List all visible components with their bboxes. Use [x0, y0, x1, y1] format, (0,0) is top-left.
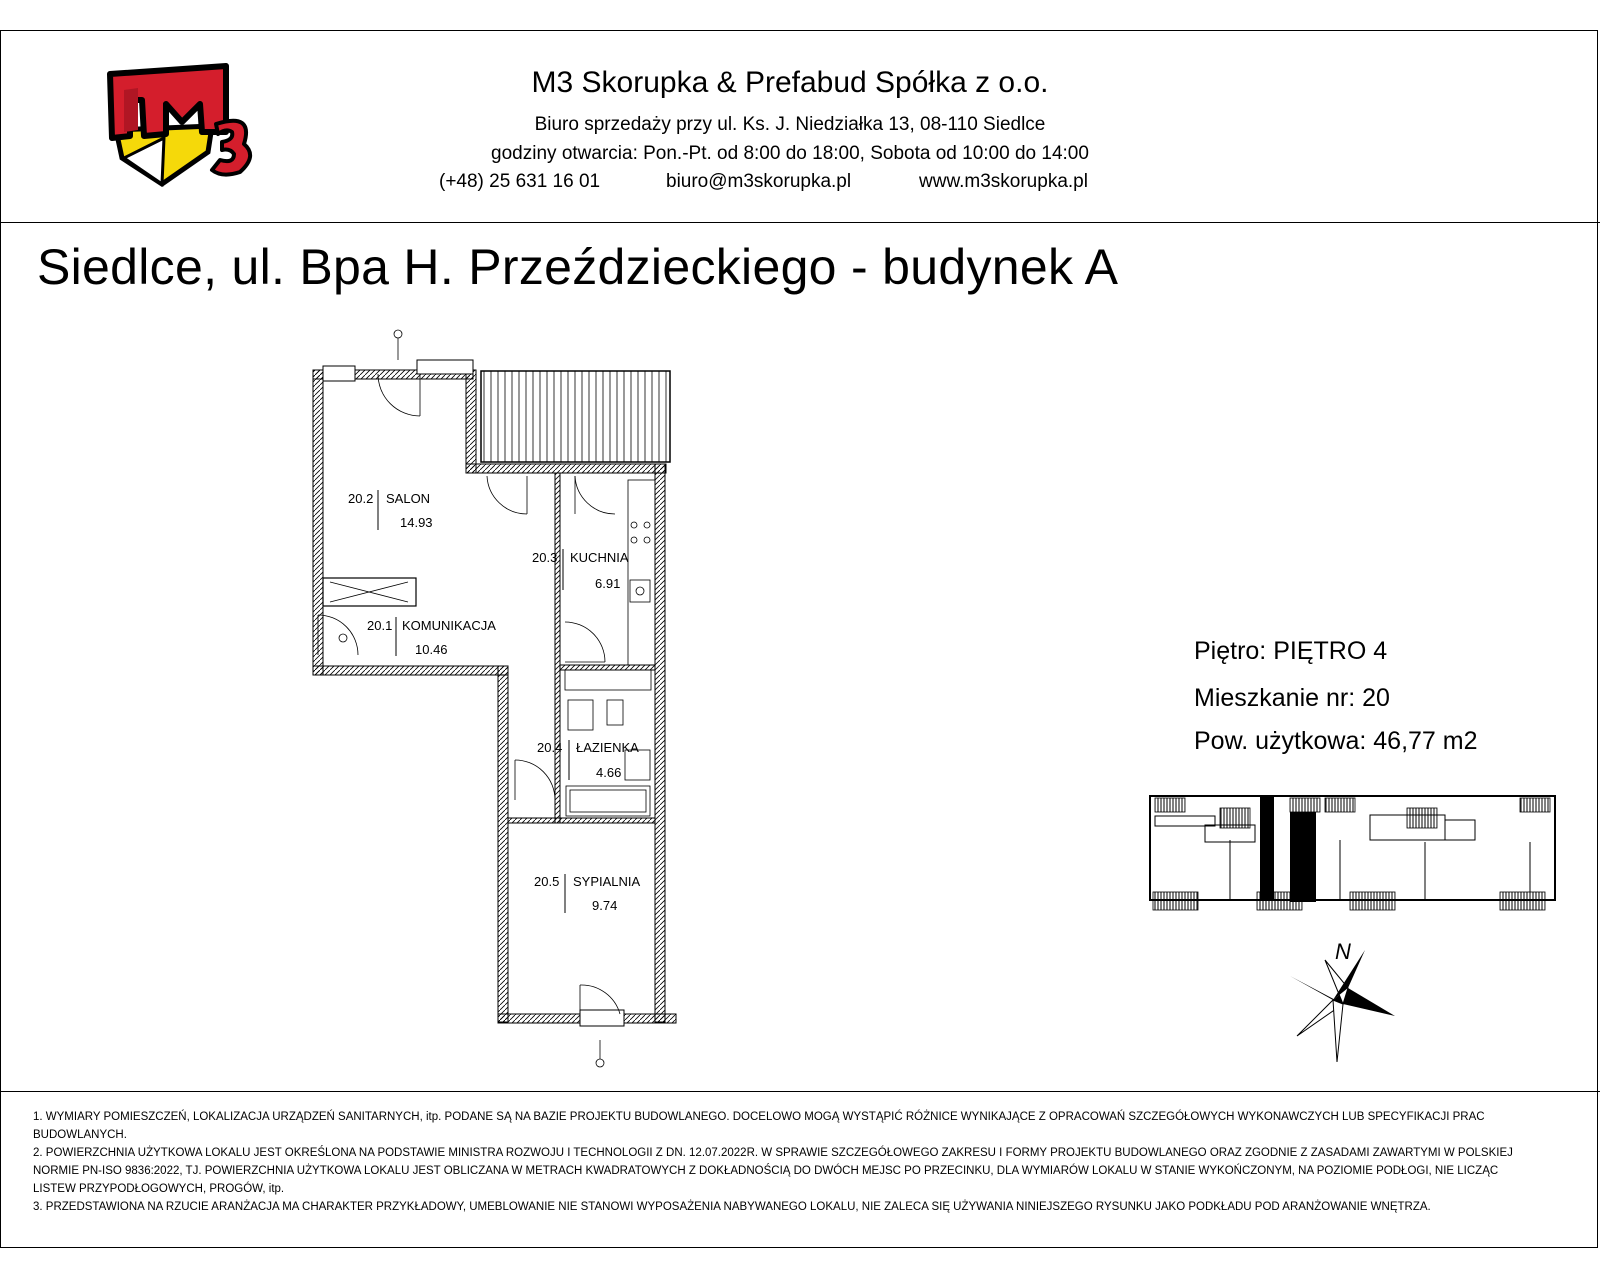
floor-value: PIĘTRO 4 — [1273, 637, 1388, 665]
area-value: 46,77 m2 — [1373, 727, 1478, 755]
compass-north-label: N — [1335, 940, 1351, 964]
apartment-value: 20 — [1362, 684, 1390, 712]
room-number: 20.3 — [532, 550, 558, 565]
phone-number: (+48) 25 631 16 01 — [439, 171, 601, 192]
floor-plan — [280, 320, 710, 1080]
room-number: 20.1 — [367, 618, 393, 633]
header-divider — [0, 222, 1600, 223]
note-2: 2. POWIERZCHNIA UŻYTKOWA LOKALU JEST OKREŚLONA NA PODSTAWIE MINISTRA ROZWOJU I TECHNOLOGII Z DN. 12.07.2022R. W SPRAWIE SZCZEGÓŁOWEGO ZAKRESU I FORMY PROJEKTU BUDOWLANEGO ORAZ ZGODNIE Z ZASADAMI ZAWARTYMI W POLSKIEJ NORMIE PN-ISO 9836:2022, TJ. POWIERZCHNIA UŻYTKOWA LOKALU JEST OBLICZANA W METRACH KWADRATOWYCH Z DOKŁADNOŚCIĄ DO DWÓCH MEJSC PO PRZECINKU, DLA WYMIARÓW LOKALU W STANIE WYKOŃCZONYM, NA POZIOMIE PODŁOGI, NIE LICZĄC LISTEW PRZYPODŁOGOWYCH, PROGÓW, itp. — [33, 1147, 1513, 1195]
building-key-plan — [1145, 780, 1565, 925]
notes-divider — [0, 1091, 1600, 1092]
note-1: 1. WYMIARY POMIESZCZEŃ, LOKALIZACJA URZĄDZEŃ SANITARNYCH, itp. PODANE SĄ NA BAZIE PROJEKTU BUDOWLANEGO. DOCELOWO MOGĄ WYSTĄPIĆ RÓŻNICE WYNIKAJĄCE Z OPRACOWAŃ SZCZEGÓŁOWYCH WYKONAWCZYCH LUB SPECYFIKACJI PRAC BUDOWLANYCH. — [33, 1111, 1485, 1141]
opening-hours: godziny otwarcia: Pon.-Pt. od 8:00 do 18:00, Sobota od 10:00 do 14:00 — [491, 143, 1089, 164]
room-area: 6.91 — [595, 576, 621, 591]
apartment-label: Mieszkanie nr: — [1194, 684, 1356, 712]
email-link[interactable]: biuro@m3skorupka.pl — [666, 171, 852, 192]
room-labels — [348, 490, 641, 913]
area-label: Pow. użytkowa: — [1194, 727, 1367, 755]
office-address: Biuro sprzedaży przy ul. Ks. J. Niedziałka 13, 08-110 Siedlce — [534, 114, 1046, 135]
room-name: KUCHNIA — [570, 550, 629, 565]
room-area: 10.46 — [415, 642, 448, 657]
floor-info — [1194, 637, 1387, 666]
legal-notes — [33, 1108, 1533, 1216]
area-info — [1194, 727, 1478, 756]
room-area: 14.93 — [400, 515, 433, 530]
room-number: 20.2 — [348, 491, 374, 506]
room-area: 4.66 — [596, 765, 622, 780]
balcony — [481, 371, 670, 462]
apartment-info — [1194, 684, 1390, 713]
compass-rose — [1285, 940, 1405, 1065]
room-name: ŁAZIENKA — [576, 740, 639, 755]
floor-label: Piętro: — [1194, 637, 1267, 665]
company-logo — [104, 60, 264, 190]
room-name: SALON — [386, 491, 431, 506]
room-area: 9.74 — [592, 898, 618, 913]
room-number: 20.4 — [537, 740, 563, 755]
room-number: 20.5 — [534, 874, 560, 889]
website-link[interactable]: www.m3skorupka.pl — [919, 171, 1088, 192]
company-name: M3 Skorupka & Prefabud Spółka z o.o. — [531, 66, 1049, 99]
note-3: 3. PRZEDSTAWIONA NA RZUCIE ARANŻACJA MA CHARAKTER PRZYKŁADOWY, UMEBLOWANIE NIE STANOWI WYPOSAŻENIA NABYWANEGO LOKALU, NIE ZALECA SIĘ UŻYWANIA NINIEJSZEGO RYSUNKU JAKO PODKŁADU POD ARANŻOWANIE WNĘTRZA. — [33, 1201, 1431, 1213]
walls — [313, 370, 676, 1023]
room-name: SYPIALNIA — [573, 874, 641, 889]
room-name: KOMUNIKACJA — [402, 618, 496, 633]
page-title: Siedlce, ul. Bpa H. Przeździeckiego - budynek A — [37, 239, 1119, 295]
